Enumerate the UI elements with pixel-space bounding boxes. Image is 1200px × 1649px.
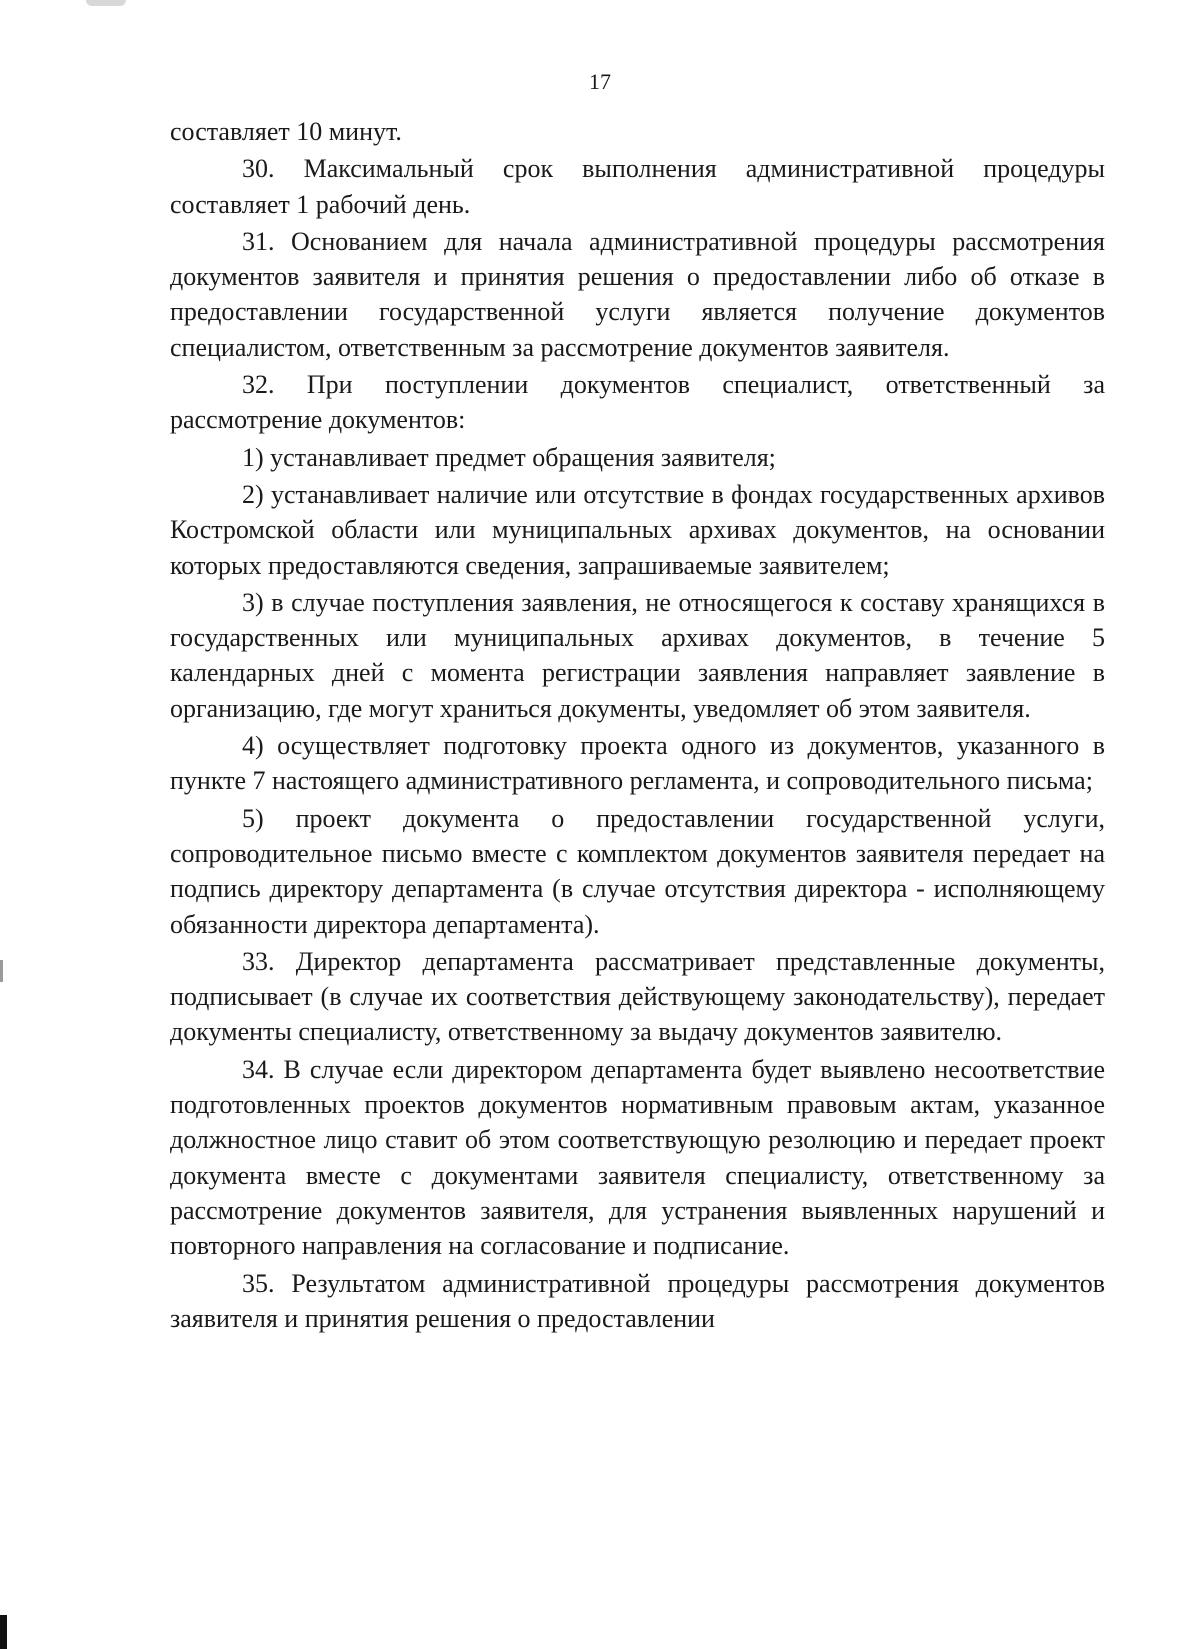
paragraph: 30. Максимальный срок выполнения административной процедуры составляет 1 рабочий день. [170, 154, 1105, 219]
paragraph: 34. В случае если директором департамента будет выявлено несоответствие подготовленных проектов документов нормативным правовым актам, указанное должностное лицо ставит об этом соответствующую резолюцию и передает проект документа вместе с документами заявителя специалисту, ответственному за рассмотрение документов заявителя, для устранения выявленных нарушений и повторного направления на согласование и подписание. [170, 1054, 1105, 1261]
list-item: 4) осуществляет подготовку проекта одного из документов, указанного в пункте 7 настоящего административного регламента, и сопроводительного письма; [170, 731, 1105, 796]
list-item: 3) в случае поступления заявления, не относящегося к составу хранящихся в государственных или муниципальных архивах документов, в течение 5 календарных дней с момента регистрации заявления направляет заявление в организацию, где могут храниться документы, уведомляет об этом заявителя. [170, 587, 1105, 723]
paragraph: 35. Результатом административной процедуры рассмотрения документов заявителя и принятия решения о предоставлении [170, 1268, 1105, 1333]
scan-artifact [86, 0, 126, 6]
page-number: 17 [589, 69, 611, 94]
paragraph: составляет 10 минут. [170, 117, 402, 146]
paragraph: 31. Основанием для начала административной процедуры рассмотрения документов заявителя и принятия решения о предоставлении либо об отказе в предоставлении государственной услуги является получение документов специалистом, ответственным за рассмотрение документов заявителя. [170, 226, 1105, 362]
scan-artifact [0, 1615, 7, 1649]
document-body [170, 114, 1105, 1336]
paragraph: 32. При поступлении документов специалист, ответственный за рассмотрение документов: [170, 370, 1105, 435]
scan-artifact [0, 960, 3, 982]
list-item: 5) проект документа о предоставлении государственной услуги, сопроводительное письмо вместе с комплектом документов заявителя передает на подпись директору департамента (в случае отсутствия директора - исполняющему обязанности директора департамента). [170, 803, 1105, 939]
paragraph: 33. Директор департамента рассматривает представленные документы, подписывает (в случае их соответствия действующему законодательству), передает документы специалисту, ответственному за выдачу документов заявителю. [170, 946, 1105, 1047]
list-item: 2) устанавливает наличие или отсутствие в фондах государственных архивов Костромской области или муниципальных архивах документов, на основании которых предоставляются сведения, запрашиваемые заявителем; [170, 479, 1105, 580]
list-item: 1) устанавливает предмет обращения заявителя; [242, 442, 776, 472]
